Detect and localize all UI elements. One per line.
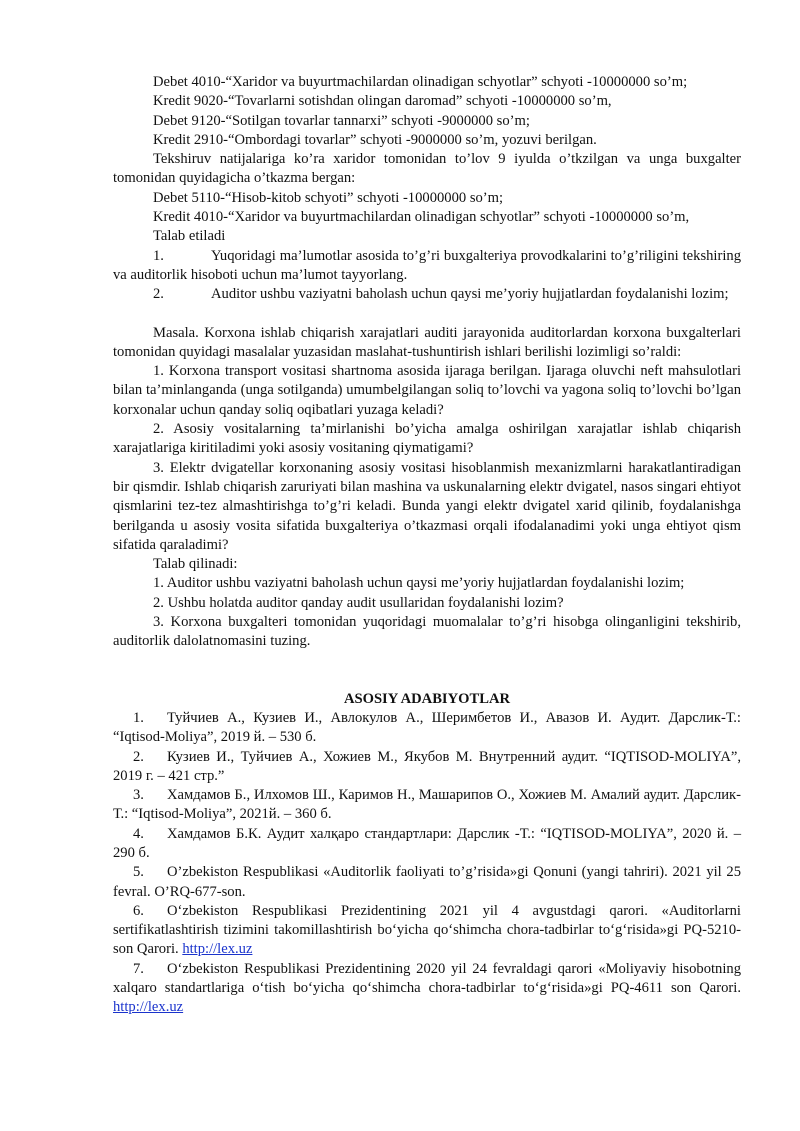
reference-number: 7. [133,960,144,977]
reference-text: Кузиев И., Туйчиев А., Хожиев М., Якубов М. Внутренний аудит. “IQTISOD-MOLIYA”, 2019 г. – 421 стр.” [113,748,741,784]
task-text: Auditor ushbu vaziyatni baholash uchun qaysi me’yoriy hujjatlardan foydalanishi lozim; [211,286,729,303]
lex-uz-link[interactable]: http://lex.uz [113,999,184,1016]
requirement-item-3: 3. Korxona buxgalteri tomonidan yuqoridagi muomalalar to’g’ri hisobga olinganligini tekshirib, auditorlik dalolatnomasini tuzing. [113,614,741,650]
spacer [113,305,741,324]
requirement-heading: Talab etiladi [153,228,226,245]
reference-number: 3. [133,787,144,804]
reference-number: 5. [133,864,144,881]
reference-text: O‘zbekiston Respublikasi Prezidentining 2021 yil 4 avgustdagi qarori. «Auditorlarni sertifikatlashtirish tizimini takomillashtirish bo‘yicha qo‘shimcha chora-tadbirlar to‘g‘risida»gi PQ-5210-son Qarori. [113,902,741,958]
reference-number: 4. [133,825,144,842]
problem-question-2: 2. Asosiy vositalarning ta’mirlanishi bo’yicha amalga oshirilgan xarajatlar ishlab chiqarish xarajatlariga kiritiladimi yoki asosiy vositaning qiymatigami? [113,421,741,457]
entry-kredit-9020: Kredit 9020-“Tovarlarni sotishdan olingan daromad” schyoti -10000000 so’m, [153,93,612,110]
task-item [113,285,741,304]
task-number: 1. [153,247,164,264]
problem-question-3: 3. Elektr dvigatellar korxonaning asosiy vositasi hisoblanmish mexanizmlarni harakatlantiradigan bir qismdir. Ishlab chiqarish zaruriyati bilan mashina va uskunalarning elektr dvigatel, nasos singari ehtiyot qismlarini tez-tez almashtirishga to’g’ri keladi. Bunda yangi elektr dvigatel xarid qilinib, foydalanishga berilganda u asosiy vosita sifatida buxgalteriya o’tkazmasi orqali ifodalanadimi yoki unga ehtiyot qism sifatida qaraladimi? [113,459,741,553]
reference-item [113,960,741,1018]
reference-item [113,902,741,960]
reference-text: Хамдамов Б.К. Аудит халқаро стандартлари: Дарслик -Т.: “IQTISOD-MOLIYA”, 2020 й. – 290 б. [113,825,741,861]
reference-number: 6. [133,902,144,919]
problem-intro: Masala. Korxona ishlab chiqarish xarajatlari auditi jarayonida auditorlardan korxona buxgalterlari tomonidan quyidagi masalalar yuzasidan maslahat-tushuntirish ishlari berilishi lozimligi so’raldi: [113,324,741,360]
document-page [113,73,741,1018]
reference-number: 2. [133,748,144,765]
reference-text: Туйчиев А., Кузиев И., Авлокулов А., Шеримбетов И., Авазов И. Аудит. Дарслик-Т.: “Iqtisod-Moliya”, 2019 й. – 530 б. [113,709,741,746]
entry-kredit-4010: Kredit 4010-“Xaridor va buyurtmachilardan olinadigan schyotlar” schyoti -10000000 so’m, [153,209,690,226]
reference-number: 1. [133,709,144,726]
spacer [113,671,741,690]
reference-item [113,825,741,864]
entry-debet-9120: Debet 9120-“Sotilgan tovarlar tannarxi” schyoti -9000000 so’m; [153,112,530,129]
literature-title: ASOSIY ADABIYOTLAR [343,690,511,707]
task-text: Yuqoridagi ma’lumotlar asosida to’g’ri buxgalteriya provodkalarini to’g’riligini tekshiring va auditorlik hisoboti uchun ma’lumot tayyorlang. [113,247,741,283]
entry-debet-5110: Debet 5110-“Hisob-kitob schyoti” schyoti -10000000 so’m; [153,189,504,206]
spacer [113,652,741,671]
reference-item [113,709,741,748]
requirement-item-2: 2. Ushbu holatda auditor qanday audit usullaridan foydalanishi lozim? [153,594,564,611]
reference-item [113,748,741,787]
reference-item [113,863,741,902]
problem-question-1: 1. Korxona transport vositasi shartnoma asosida ijaraga berilgan. Ijaraga oluvchi neft mahsulotlari bilan ta’minlanganda (unga sotilganda) umumbelgilangan soliq to’lovchi va yagona soliq to’lovchi bo’lgan korxonalar uchun qanday soliq oqibatlari yuzaga keladi? [113,363,741,418]
task-number: 2. [153,286,164,303]
reference-item [113,786,741,825]
audit-finding-paragraph: Tekshiruv natijalariga ko’ra xaridor tomonidan to’lov 9 iyulda o’tkzilgan va unga buxgalter tomonidan quyidagicha o’tkazma bergan: [113,151,741,187]
reference-text: O’zbekiston Respublikasi «Auditorlik faoliyati to’g’risida»gi Qonuni (yangi tahriri). 2021 yil 25 fevral. O’RQ-677-son. [113,864,741,900]
lex-uz-link[interactable]: http://lex.uz [182,941,253,958]
entry-debet-4010: Debet 4010-“Xaridor va buyurtmachilardan olinadigan schyotlar” schyoti -10000000 so’m; [153,74,688,90]
reference-text: Хамдамов Б., Илхомов Ш., Каримов Н., Машарипов О., Хожиев М. Амалий аудит. Дарслик-Т.: “Iqtisod-Moliya”, 2021й. – 360 б. [113,787,741,823]
reference-text: O‘zbekiston Respublikasi Prezidentining 2020 yil 24 fevraldagi qarori «Moliyaviy hisobotning xalqaro standartlariga o‘tish bo‘yicha qo‘shimcha chora-tadbirlar to‘g‘risida»gi PQ-4611 son Qarori. [113,960,741,997]
requirement-heading-2: Talab qilinadi: [153,556,238,573]
requirement-item-1: 1. Auditor ushbu vaziyatni baholash uchun qaysi me’yoriy hujjatlardan foydalanishi lozim; [153,575,685,592]
task-item [113,247,741,286]
entry-kredit-2910: Kredit 2910-“Ombordagi tovarlar” schyoti -9000000 so’m, yozuvi berilgan. [153,131,597,148]
